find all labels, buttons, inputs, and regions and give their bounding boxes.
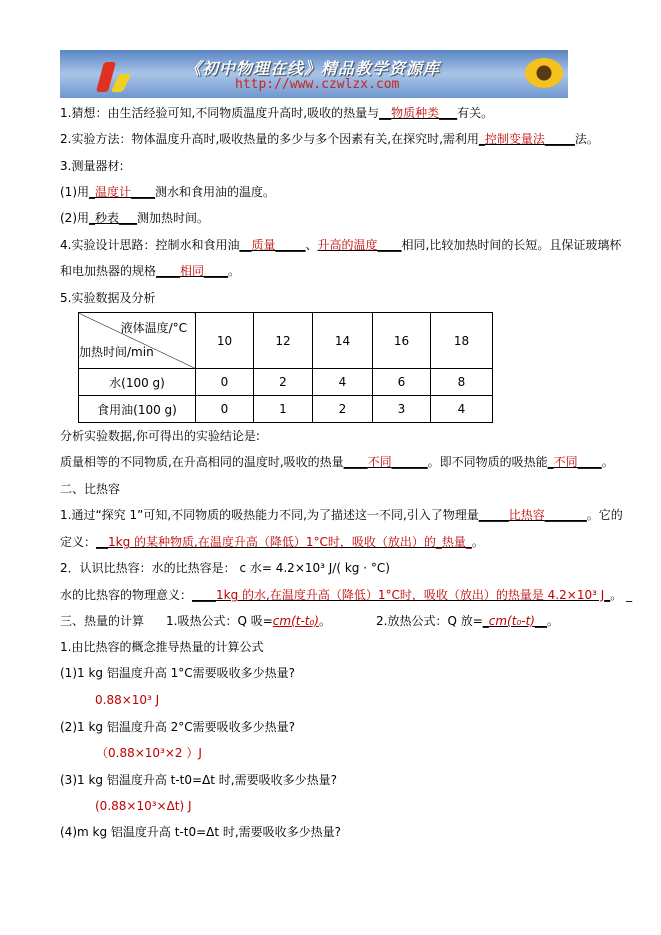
text: 定义：	[60, 535, 97, 549]
col-header: 12	[254, 313, 313, 369]
text: 水的比热容的物理意义：	[60, 588, 193, 602]
col-header: 18	[431, 313, 493, 369]
cell: 1	[254, 396, 313, 423]
cell: 3	[373, 396, 431, 423]
answer-blank: 物质种类	[391, 106, 440, 120]
col-header: 16	[373, 313, 431, 369]
banner-url: http://www.czwlzx.com	[235, 77, 400, 92]
answer-blank: 1kg 的某种物质,在温度升高（降低）1°C时，吸收（放出）的_热量_	[108, 535, 472, 549]
table-row	[79, 396, 493, 423]
answer-blank: 不同	[367, 455, 392, 469]
cell: 2	[254, 369, 313, 396]
answer-blank: 1kg 的水,在温度升高（降低）1°C时，吸收（放出）的热量是 4.2×10³ J	[216, 588, 605, 602]
text: 2.放热公式：Q 放=	[376, 614, 483, 628]
answer-3: (0.88×10³×Δt) J	[95, 799, 192, 813]
question-2: (2)1 kg 铝温度升高 2°C需要吸收多少热量?	[60, 720, 296, 734]
text: 测加热时间。	[137, 211, 210, 225]
design-line-2: 和电加热器的规格____相同____。	[60, 264, 241, 278]
text: 4.实验设计思路：控制水和食用油	[60, 238, 240, 252]
data-heading: 5.实验数据及分析	[60, 291, 156, 305]
answer-blank: 控制变量法	[484, 132, 545, 146]
answer-blank: cm(t₀-t)	[488, 614, 535, 628]
cell: 2	[313, 396, 373, 423]
text: 。即不同物质的吸热能	[427, 455, 548, 469]
answer-blank: cm(t-t₀)	[272, 614, 319, 628]
text: 质量相等的不同物质,在升高相同的温度时,吸收的热量	[60, 455, 344, 469]
text: 1.通过“探究 1”可知,不同物质的吸热能力不同,为了描述这一不同,引入了物理量	[60, 508, 479, 522]
cell: 8	[431, 369, 493, 396]
guess-line: 1.猜想：由生活经验可知,不同物质温度升高时,吸收的热量与__物质种类___有关。	[60, 106, 494, 120]
text: 。	[546, 614, 559, 628]
equipment-2: (2)用_秒表___测加热时间。	[60, 211, 210, 225]
col-header: 14	[313, 313, 373, 369]
header-time: 加热时间/min	[79, 345, 154, 359]
banner-title: 《初中物理在线》精品教学资源库	[185, 59, 441, 78]
header-temperature: 液体温度/°C	[120, 321, 187, 335]
cell: 6	[373, 369, 431, 396]
cell: 4	[313, 369, 373, 396]
sunflower-image	[525, 58, 563, 88]
water-specific-heat: 2．认识比热容：水的比热容是： c 水= 4.2×10³ J/( kg · °C)	[60, 561, 390, 575]
table-row	[79, 369, 493, 396]
text: 。	[228, 264, 241, 278]
text: 2.实验方法：物体温度升高时,吸收热量的多少与多个因素有关,在探究时,需利用	[60, 132, 479, 146]
data-table	[78, 312, 493, 423]
col-header: 10	[196, 313, 254, 369]
equipment-1: (1)用_温度计____测水和食用油的温度。	[60, 185, 276, 199]
formula-line: 三、热量的计算 1.吸热公式：Q 吸=cm(t-t₀)。 2.放热公式：Q 放=_cm(t₀-t)__。	[60, 614, 559, 628]
text: 。	[601, 455, 614, 469]
text: 相同,比较加热时间的长短。且保证玻璃杯	[401, 238, 622, 252]
specific-heat-intro: 1.通过“探究 1”可知,不同物质的吸热能力不同,为了描述这一不同,引入了物理量_____比热容_______。它的	[60, 508, 623, 522]
answer-blank: 不同	[553, 455, 578, 469]
section-2-heading: 二、比热容	[60, 482, 121, 496]
text: 。	[471, 535, 484, 549]
answer-blank: 比热容	[508, 508, 545, 522]
answer-2: （0.88×10³×2 ）J	[96, 746, 202, 760]
diagonal-header-cell	[79, 313, 196, 369]
answer-blank: 温度计	[95, 185, 132, 199]
answer-blank: 秒表	[95, 211, 120, 225]
answer-blank: 质量	[251, 238, 276, 252]
answer-blank: 相同	[180, 264, 205, 278]
row-label: 食用油(100 g)	[79, 396, 196, 423]
answer-blank: 升高的温度	[317, 238, 378, 252]
equipment-heading: 3.测量器材:	[60, 159, 124, 173]
text: 和电加热器的规格	[60, 264, 157, 278]
text: 1.猜想：由生活经验可知,不同物质温度升高时,吸收的热量与	[60, 106, 380, 120]
table-header-row	[79, 313, 493, 369]
question-1: (1)1 kg 铝温度升高 1°C需要吸收多少热量?	[60, 666, 296, 680]
cell: 0	[196, 396, 254, 423]
section-3-heading: 三、热量的计算	[60, 614, 145, 628]
site-banner	[60, 50, 568, 98]
answer-1: 0.88×10³ J	[95, 693, 160, 707]
text: 、	[305, 238, 318, 252]
text: 测水和食用油的温度。	[155, 185, 276, 199]
text: (2)用	[60, 211, 89, 225]
text: 1.吸热公式：Q 吸=	[166, 614, 273, 628]
conclusion-line: 质量相等的不同物质,在升高相同的温度时,吸收的热量____不同______。即不同物质的吸热能_不同____。	[60, 455, 614, 469]
question-3: (3)1 kg 铝温度升高 t-t0=Δt 时,需要吸收多少热量?	[60, 773, 337, 787]
method-line: 2.实验方法：物体温度升高时,吸收热量的多少与多个因素有关,在探究时,需利用_控制变量法_____法。	[60, 132, 599, 146]
text: 。	[318, 614, 331, 628]
text: 。	[610, 588, 623, 602]
text: (1)用	[60, 185, 89, 199]
text: 法。	[574, 132, 599, 146]
text: 有关。	[457, 106, 494, 120]
text: 。它的	[586, 508, 623, 522]
cell: 4	[431, 396, 493, 423]
derive-heading: 1.由比热容的概念推导热量的计算公式	[60, 640, 264, 654]
cell: 0	[196, 369, 254, 396]
design-line: 4.实验设计思路：控制水和食用油__质量_____、升高的温度____相同,比较加热时间的长短。且保证玻璃杯	[60, 238, 622, 252]
row-label: 水(100 g)	[79, 369, 196, 396]
logo-icon-2	[111, 74, 131, 92]
question-4: (4)m kg 铝温度升高 t-t0=Δt 时,需要吸收多少热量?	[60, 825, 342, 839]
physical-meaning-line: 水的比热容的物理意义：____1kg 的水,在温度升高（降低）1°C时，吸收（放出）的热量是 4.2×10³ J_。 _	[60, 588, 633, 602]
definition-line: 定义：__1kg 的某种物质,在温度升高（降低）1°C时，吸收（放出）的_热量_。	[60, 535, 484, 549]
analysis-prompt: 分析实验数据,你可得出的实验结论是:	[60, 429, 260, 443]
